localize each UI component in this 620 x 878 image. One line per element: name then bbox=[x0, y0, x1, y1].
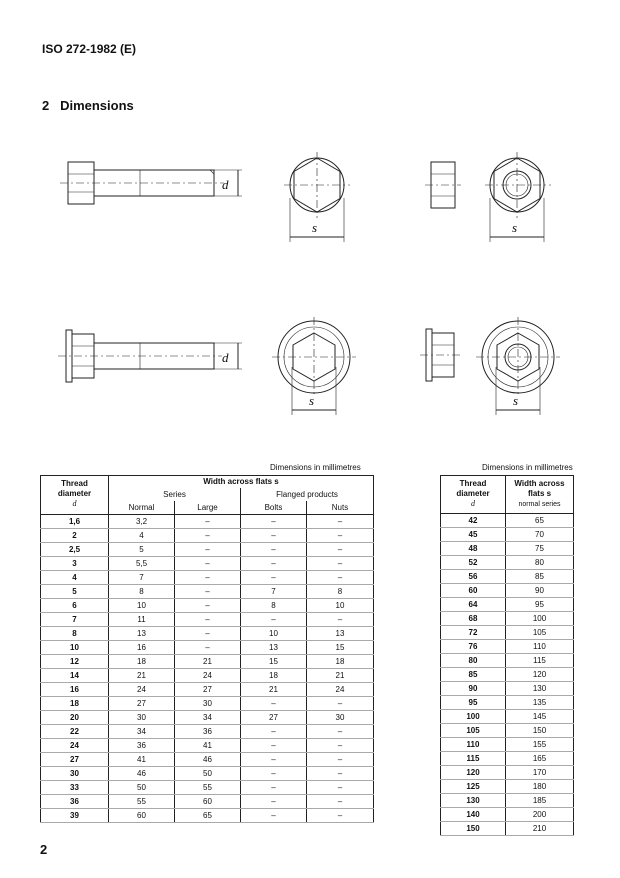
table-row bbox=[441, 808, 574, 822]
table-row bbox=[441, 780, 574, 794]
value-cell: – bbox=[307, 529, 374, 543]
value-cell: 21 bbox=[307, 669, 374, 683]
value-cell: 21 bbox=[241, 683, 307, 697]
value-cell: – bbox=[241, 767, 307, 781]
thread-diameter-cell: 95 bbox=[441, 696, 506, 710]
table-row bbox=[441, 724, 574, 738]
value-cell: 11 bbox=[109, 613, 175, 627]
value-cell: 55 bbox=[109, 795, 175, 809]
section-title: 2 Dimensions bbox=[42, 98, 134, 113]
flanged-nut-view bbox=[420, 315, 565, 420]
thread-diameter-cell: 68 bbox=[441, 612, 506, 626]
thread-diameter-cell: 90 bbox=[441, 682, 506, 696]
value-cell: 75 bbox=[506, 542, 574, 556]
thread-diameter-cell: 150 bbox=[441, 822, 506, 836]
value-cell: 105 bbox=[506, 626, 574, 640]
value-cell: 8 bbox=[307, 585, 374, 599]
value-cell: 60 bbox=[175, 795, 241, 809]
value-cell: – bbox=[241, 795, 307, 809]
s-label: s bbox=[309, 393, 315, 408]
thread-diameter-cell: 3 bbox=[41, 557, 109, 571]
thread-diameter-cell: 72 bbox=[441, 626, 506, 640]
value-cell: – bbox=[307, 795, 374, 809]
value-cell: 30 bbox=[175, 697, 241, 711]
table-row bbox=[441, 514, 574, 528]
table-row bbox=[41, 795, 374, 809]
width-header: Width across flats s normal series bbox=[506, 476, 574, 514]
value-cell: 115 bbox=[506, 654, 574, 668]
value-cell: 80 bbox=[506, 556, 574, 570]
thread-diameter-cell: 39 bbox=[41, 809, 109, 823]
bolts-header: Bolts bbox=[241, 501, 307, 515]
value-cell: – bbox=[175, 529, 241, 543]
thread-diameter-cell: 6 bbox=[41, 599, 109, 613]
value-cell: 46 bbox=[175, 753, 241, 767]
table-row bbox=[41, 697, 374, 711]
thread-diameter-cell: 48 bbox=[441, 542, 506, 556]
value-cell: 27 bbox=[175, 683, 241, 697]
thread-diameter-cell: 85 bbox=[441, 668, 506, 682]
thread-diameter-cell: 105 bbox=[441, 724, 506, 738]
thread-diameter-cell: 115 bbox=[441, 752, 506, 766]
width-across-flats-table-large bbox=[440, 475, 574, 836]
table-row bbox=[41, 557, 374, 571]
value-cell: 90 bbox=[506, 584, 574, 598]
value-cell: – bbox=[307, 725, 374, 739]
value-cell: 13 bbox=[241, 641, 307, 655]
value-cell: 10 bbox=[109, 599, 175, 613]
value-cell: 8 bbox=[241, 599, 307, 613]
value-cell: – bbox=[307, 543, 374, 557]
thread-diameter-cell: 64 bbox=[441, 598, 506, 612]
hex-bolt-side-view bbox=[60, 150, 250, 230]
d-label: d bbox=[222, 350, 229, 365]
value-cell: 24 bbox=[175, 669, 241, 683]
value-cell: 36 bbox=[109, 739, 175, 753]
table-row bbox=[441, 542, 574, 556]
value-cell: – bbox=[241, 739, 307, 753]
value-cell: – bbox=[175, 641, 241, 655]
nuts-header: Nuts bbox=[307, 501, 374, 515]
page-number: 2 bbox=[40, 842, 48, 857]
table-row bbox=[441, 654, 574, 668]
value-cell: 110 bbox=[506, 640, 574, 654]
value-cell: – bbox=[307, 809, 374, 823]
normal-header: Normal bbox=[109, 501, 175, 515]
value-cell: 170 bbox=[506, 766, 574, 780]
table-row bbox=[41, 767, 374, 781]
value-cell: – bbox=[241, 613, 307, 627]
table-row bbox=[41, 585, 374, 599]
value-cell: – bbox=[241, 529, 307, 543]
value-cell: 30 bbox=[307, 711, 374, 725]
value-cell: 85 bbox=[506, 570, 574, 584]
table-row bbox=[41, 739, 374, 753]
thread-diameter-cell: 5 bbox=[41, 585, 109, 599]
value-cell: – bbox=[241, 543, 307, 557]
table-row bbox=[441, 584, 574, 598]
value-cell: – bbox=[307, 557, 374, 571]
thread-diameter-cell: 4 bbox=[41, 571, 109, 585]
thread-diameter-cell: 130 bbox=[441, 794, 506, 808]
value-cell: 16 bbox=[109, 641, 175, 655]
table-row bbox=[441, 738, 574, 752]
table-row bbox=[441, 668, 574, 682]
thread-diameter-cell: 18 bbox=[41, 697, 109, 711]
thread-diameter-cell: 100 bbox=[441, 710, 506, 724]
table2-caption: Dimensions in millimetres bbox=[482, 463, 573, 472]
value-cell: 50 bbox=[175, 767, 241, 781]
thread-diameter-cell: 2 bbox=[41, 529, 109, 543]
thread-diameter-cell: 33 bbox=[41, 781, 109, 795]
value-cell: – bbox=[241, 753, 307, 767]
value-cell: 165 bbox=[506, 752, 574, 766]
value-cell: – bbox=[241, 515, 307, 529]
thread-diameter-cell: 12 bbox=[41, 655, 109, 669]
value-cell: 95 bbox=[506, 598, 574, 612]
value-cell: 7 bbox=[109, 571, 175, 585]
thread-diameter-cell: 56 bbox=[441, 570, 506, 584]
value-cell: – bbox=[307, 767, 374, 781]
value-cell: – bbox=[241, 697, 307, 711]
value-cell: – bbox=[175, 599, 241, 613]
thread-diameter-cell: 27 bbox=[41, 753, 109, 767]
value-cell: 50 bbox=[109, 781, 175, 795]
value-cell: – bbox=[241, 557, 307, 571]
thread-diameter-cell: 125 bbox=[441, 780, 506, 794]
value-cell: 65 bbox=[506, 514, 574, 528]
table-row bbox=[41, 599, 374, 613]
width-header: Width across flats s bbox=[109, 476, 374, 489]
value-cell: 13 bbox=[109, 627, 175, 641]
table-row bbox=[441, 626, 574, 640]
flanged-header: Flanged products bbox=[241, 488, 374, 501]
thread-diameter-cell: 7 bbox=[41, 613, 109, 627]
value-cell: 5 bbox=[109, 543, 175, 557]
table1-caption: Dimensions in millimetres bbox=[270, 463, 361, 472]
value-cell: – bbox=[241, 571, 307, 585]
table-row bbox=[441, 682, 574, 696]
value-cell: 7 bbox=[241, 585, 307, 599]
table-row bbox=[441, 612, 574, 626]
value-cell: 10 bbox=[307, 599, 374, 613]
thread-diameter-cell: 30 bbox=[41, 767, 109, 781]
value-cell: – bbox=[175, 571, 241, 585]
table-row bbox=[41, 725, 374, 739]
value-cell: 3,2 bbox=[109, 515, 175, 529]
thread-diameter-cell: 120 bbox=[441, 766, 506, 780]
thread-diameter-cell: 76 bbox=[441, 640, 506, 654]
table-row bbox=[441, 598, 574, 612]
value-cell: 18 bbox=[109, 655, 175, 669]
value-cell: 15 bbox=[241, 655, 307, 669]
table-row bbox=[41, 627, 374, 641]
d-label: d bbox=[222, 177, 229, 192]
value-cell: 120 bbox=[506, 668, 574, 682]
hex-nut-view bbox=[425, 150, 560, 245]
value-cell: 41 bbox=[175, 739, 241, 753]
table-row bbox=[441, 696, 574, 710]
value-cell: 135 bbox=[506, 696, 574, 710]
value-cell: – bbox=[307, 781, 374, 795]
value-cell: 8 bbox=[109, 585, 175, 599]
width-across-flats-table bbox=[40, 475, 374, 823]
table-row bbox=[41, 781, 374, 795]
value-cell: 185 bbox=[506, 794, 574, 808]
value-cell: 30 bbox=[109, 711, 175, 725]
thread-diameter-cell: 20 bbox=[41, 711, 109, 725]
value-cell: 130 bbox=[506, 682, 574, 696]
s-label: s bbox=[312, 220, 318, 235]
thread-diameter-cell: 36 bbox=[41, 795, 109, 809]
value-cell: 180 bbox=[506, 780, 574, 794]
table-row bbox=[41, 809, 374, 823]
thread-diameter-cell: 80 bbox=[441, 654, 506, 668]
table-row bbox=[41, 613, 374, 627]
thread-diameter-header: Thread diameter d bbox=[441, 476, 506, 514]
value-cell: – bbox=[241, 781, 307, 795]
table-row bbox=[441, 752, 574, 766]
document-id: ISO 272-1982 (E) bbox=[42, 42, 137, 56]
thread-diameter-cell: 14 bbox=[41, 669, 109, 683]
table-row bbox=[441, 570, 574, 584]
value-cell: – bbox=[307, 571, 374, 585]
value-cell: 24 bbox=[109, 683, 175, 697]
value-cell: 24 bbox=[307, 683, 374, 697]
value-cell: 60 bbox=[109, 809, 175, 823]
s-label: s bbox=[513, 393, 519, 408]
table-row bbox=[41, 753, 374, 767]
value-cell: 200 bbox=[506, 808, 574, 822]
table-row bbox=[41, 683, 374, 697]
value-cell: 100 bbox=[506, 612, 574, 626]
thread-diameter-cell: 42 bbox=[441, 514, 506, 528]
table-row bbox=[441, 640, 574, 654]
value-cell: 55 bbox=[175, 781, 241, 795]
value-cell: 46 bbox=[109, 767, 175, 781]
value-cell: 10 bbox=[241, 627, 307, 641]
value-cell: – bbox=[175, 557, 241, 571]
flanged-end-view bbox=[272, 315, 362, 420]
flanged-bolt-side-view bbox=[58, 320, 248, 400]
table-row bbox=[41, 529, 374, 543]
value-cell: – bbox=[241, 725, 307, 739]
value-cell: 34 bbox=[175, 711, 241, 725]
value-cell: 21 bbox=[175, 655, 241, 669]
value-cell: 210 bbox=[506, 822, 574, 836]
table-row bbox=[41, 669, 374, 683]
value-cell: 145 bbox=[506, 710, 574, 724]
thread-diameter-cell: 16 bbox=[41, 683, 109, 697]
thread-diameter-cell: 52 bbox=[441, 556, 506, 570]
value-cell: 65 bbox=[175, 809, 241, 823]
value-cell: 15 bbox=[307, 641, 374, 655]
value-cell: 5,5 bbox=[109, 557, 175, 571]
s-label: s bbox=[512, 220, 518, 235]
thread-diameter-cell: 24 bbox=[41, 739, 109, 753]
value-cell: – bbox=[241, 809, 307, 823]
table-row bbox=[41, 543, 374, 557]
thread-diameter-cell: 2,5 bbox=[41, 543, 109, 557]
thread-diameter-cell: 22 bbox=[41, 725, 109, 739]
series-header: Series bbox=[109, 488, 241, 501]
table-row bbox=[41, 655, 374, 669]
thread-diameter-cell: 60 bbox=[441, 584, 506, 598]
table-row bbox=[441, 794, 574, 808]
value-cell: – bbox=[175, 585, 241, 599]
thread-diameter-cell: 140 bbox=[441, 808, 506, 822]
value-cell: – bbox=[307, 613, 374, 627]
value-cell: 155 bbox=[506, 738, 574, 752]
thread-diameter-cell: 45 bbox=[441, 528, 506, 542]
value-cell: 18 bbox=[241, 669, 307, 683]
value-cell: 36 bbox=[175, 725, 241, 739]
thread-diameter-cell: 8 bbox=[41, 627, 109, 641]
table-row bbox=[441, 528, 574, 542]
large-header: Large bbox=[175, 501, 241, 515]
value-cell: – bbox=[307, 515, 374, 529]
table-row bbox=[441, 710, 574, 724]
table-row bbox=[441, 556, 574, 570]
value-cell: – bbox=[175, 515, 241, 529]
value-cell: 21 bbox=[109, 669, 175, 683]
table-row bbox=[41, 571, 374, 585]
value-cell: 27 bbox=[109, 697, 175, 711]
value-cell: 18 bbox=[307, 655, 374, 669]
value-cell: 13 bbox=[307, 627, 374, 641]
table-row bbox=[41, 515, 374, 529]
table-row bbox=[41, 641, 374, 655]
thread-diameter-cell: 1,6 bbox=[41, 515, 109, 529]
table-row bbox=[41, 711, 374, 725]
value-cell: – bbox=[175, 613, 241, 627]
value-cell: – bbox=[307, 739, 374, 753]
value-cell: – bbox=[307, 753, 374, 767]
table-row bbox=[441, 766, 574, 780]
thread-diameter-cell: 110 bbox=[441, 738, 506, 752]
value-cell: 27 bbox=[241, 711, 307, 725]
value-cell: – bbox=[307, 697, 374, 711]
thread-diameter-cell: 10 bbox=[41, 641, 109, 655]
value-cell: – bbox=[175, 627, 241, 641]
value-cell: 150 bbox=[506, 724, 574, 738]
value-cell: 4 bbox=[109, 529, 175, 543]
value-cell: 41 bbox=[109, 753, 175, 767]
table-row bbox=[441, 822, 574, 836]
value-cell: – bbox=[175, 543, 241, 557]
value-cell: 34 bbox=[109, 725, 175, 739]
hex-end-view bbox=[280, 150, 360, 245]
value-cell: 70 bbox=[506, 528, 574, 542]
thread-diameter-header: Thread diameter d bbox=[41, 476, 109, 515]
